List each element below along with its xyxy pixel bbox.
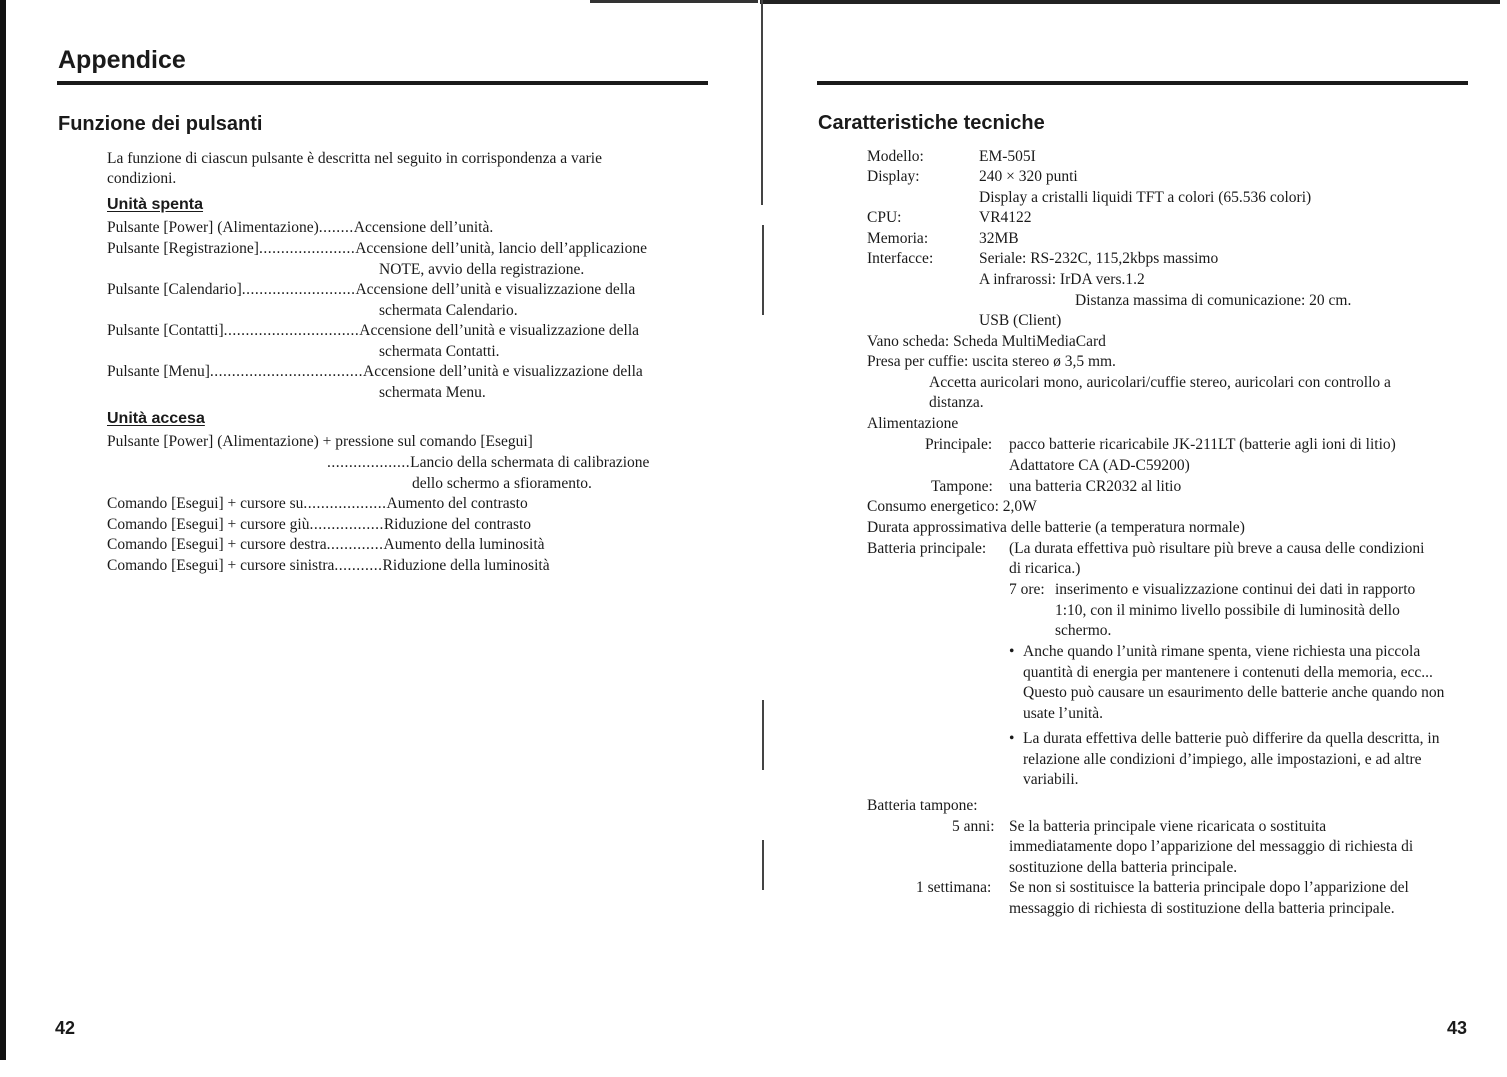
gutter-mark: [761, 0, 763, 205]
combo-key: Comando [Esegui] + cursore sinistra: [107, 557, 335, 574]
gutter-mark: [762, 225, 764, 315]
spec-value: inserimento e visualizzazione continui dei dati in rapporto: [1055, 581, 1416, 598]
spec-label: CPU:: [867, 209, 902, 226]
button-name: Pulsante [Power] (Alimentazione): [107, 219, 319, 236]
leader-dots: ........: [318, 219, 354, 236]
spec-label: Memoria:: [867, 230, 929, 247]
gutter-mark: [762, 840, 764, 890]
leader-dots: .............: [326, 536, 384, 553]
button-name: Pulsante [Menu]: [107, 363, 210, 380]
combo-row: [327, 453, 649, 474]
combo-function-cont: dello schermo a sfioramento.: [412, 475, 592, 492]
spec-alimentazione: Alimentazione: [867, 415, 959, 432]
spec-value: di ricarica.): [1009, 560, 1081, 577]
combo-key: Comando [Esegui] + cursore su: [107, 495, 304, 512]
combo-function: Aumento del contrasto: [386, 495, 528, 512]
right-page-rule: [817, 81, 1468, 85]
leader-dots: ......................: [258, 240, 356, 257]
combo-function: Riduzione del contrasto: [383, 516, 532, 533]
spec-presa-note: Accetta auricolari mono, auricolari/cuffie stereo, auricolari con controllo a: [929, 374, 1391, 391]
spec-label: Tampone:: [931, 478, 993, 495]
leader-dots: ..........................: [241, 281, 356, 298]
button-function: Accensione dell’unità e visualizzazione della: [359, 322, 640, 339]
spec-value: Se la batteria principale viene ricaricata o sostituita: [1009, 818, 1327, 835]
spec-batteria-tampone: Batteria tampone:: [867, 797, 978, 814]
spec-label: 5 anni:: [952, 818, 995, 835]
intro-line: condizioni.: [107, 170, 177, 187]
spec-value: Distanza massima di comunicazione: 20 cm.: [1075, 292, 1352, 309]
spec-presa: Presa per cuffie: uscita stereo ø 3,5 mm.: [867, 353, 1116, 370]
spec-vano: Vano scheda: Scheda MultiMediaCard: [867, 333, 1106, 350]
spec-value: sostituzione della batteria principale.: [1009, 859, 1238, 876]
spec-label: Modello:: [867, 148, 924, 165]
spec-label: Batteria principale:: [867, 540, 987, 557]
bullet-icon: •: [1009, 730, 1015, 747]
spec-value: USB (Client): [979, 312, 1062, 329]
button-function-cont: schermata Contatti.: [379, 343, 500, 360]
button-name: Pulsante [Contatti]: [107, 322, 224, 339]
spec-label: Interfacce:: [867, 250, 934, 267]
gutter-mark: [762, 700, 764, 770]
spec-value: EM-505I: [979, 148, 1036, 165]
button-function: Accensione dell’unità e visualizzazione della: [363, 363, 643, 380]
spec-value: Seriale: RS-232C, 115,2kbps massimo: [979, 250, 1219, 267]
spec-value: A infrarossi: IrDA vers.1.2: [979, 271, 1145, 288]
button-function-cont: schermata Menu.: [379, 384, 486, 401]
bullet-icon: •: [1009, 643, 1015, 660]
button-name: Pulsante [Calendario]: [107, 281, 242, 298]
button-row: [107, 218, 707, 239]
spec-value: messaggio di richiesta di sostituzione della batteria principale.: [1009, 900, 1395, 917]
spec-value: pacco batterie ricaricabile JK-211LT (batterie agli ioni di litio): [1009, 436, 1396, 453]
spec-presa-note: distanza.: [929, 394, 984, 411]
subsection-title-unita-spenta: Unità spenta: [107, 196, 204, 213]
section-title-specs: Caratteristiche tecniche: [818, 112, 1045, 134]
spec-label: 7 ore:: [1009, 581, 1045, 598]
spec-label: 1 settimana:: [916, 879, 992, 896]
button-row: [107, 280, 707, 301]
button-function: Accensione dell’unità e visualizzazione della: [355, 281, 636, 298]
leader-dots: ...............................: [223, 322, 360, 339]
intro-line: La funzione di ciascun pulsante è descritta nel seguito in corrispondenza a varie: [107, 150, 602, 167]
leader-dots: ...................: [327, 454, 411, 471]
combo-key: Pulsante [Power] (Alimentazione) + pressione sul comando [Esegui]: [107, 433, 533, 450]
section-title: Funzione dei pulsanti: [58, 113, 263, 135]
button-function-cont: NOTE, avvio della registrazione.: [379, 261, 585, 278]
combo-row: [107, 535, 707, 556]
button-function: Accensione dell’unità, lancio dell’applicazione: [355, 240, 647, 257]
spec-value: 1:10, con il minimo livello possibile di luminosità dello: [1055, 602, 1400, 619]
binding-edge: [0, 0, 6, 1060]
spec-consumo: Consumo energetico: 2,0W: [867, 498, 1037, 515]
combo-function: Riduzione della luminosità: [382, 557, 550, 574]
spec-value: Se non si sostituisce la batteria principale dopo l’apparizione del: [1009, 879, 1409, 896]
combo-row: [107, 494, 707, 515]
leader-dots: .................: [309, 516, 384, 533]
bullet-text: Anche quando l’unità rimane spenta, viene richiesta una piccola quantità di energia per mantenere i contenuti della memoria, ecc... Questo può causare un esaurimento delle batterie anche quando non usate l’unità.: [1023, 643, 1445, 722]
button-row: [107, 239, 707, 260]
page-number: 42: [55, 1018, 76, 1038]
leader-dots: ...................................: [209, 363, 364, 380]
spec-value: Display a cristalli liquidi TFT a colori (65.536 colori): [979, 189, 1312, 206]
spec-label: Principale:: [925, 436, 993, 453]
combo-key: Comando [Esegui] + cursore destra: [107, 536, 327, 553]
combo-key: Comando [Esegui] + cursore giù: [107, 516, 310, 533]
spec-value: una batteria CR2032 al litio: [1009, 478, 1182, 495]
spec-label: Display:: [867, 168, 920, 185]
button-row: [107, 362, 707, 383]
button-function-cont: schermata Calendario.: [379, 302, 518, 319]
leader-dots: ...........: [334, 557, 383, 574]
top-edge-rule: [590, 0, 758, 3]
combo-function: Lancio della schermata di calibrazione: [410, 454, 650, 471]
spec-value: immediatamente dopo l’apparizione del messaggio di richiesta di: [1009, 838, 1414, 855]
spec-value: schermo.: [1055, 622, 1112, 639]
chapter-rule: [57, 81, 708, 85]
button-row: [107, 321, 707, 342]
spec-durata: Durata approssimativa delle batterie (a temperatura normale): [867, 519, 1245, 536]
spec-value: Adattatore CA (AD-C59200): [1009, 457, 1190, 474]
spec-value: 240 × 320 punti: [979, 168, 1078, 185]
button-name: Pulsante [Registrazione]: [107, 240, 259, 257]
page-number: 43: [1447, 1018, 1468, 1038]
subsection-title-unita-accesa: Unità accesa: [107, 410, 205, 427]
spec-value: VR4122: [979, 209, 1032, 226]
combo-row: [107, 556, 707, 577]
spec-value: (La durata effettiva può risultare più breve a causa delle condizioni: [1009, 540, 1425, 557]
combo-function: Aumento della luminosità: [383, 536, 545, 553]
combo-row: [107, 515, 707, 536]
leader-dots: ...................: [303, 495, 387, 512]
bullet-text: La durata effettiva delle batterie può differire da quella descritta, in relazione alle condizioni d’impiego, alle impostazioni, e ad altre variabili.: [1023, 730, 1440, 789]
chapter-title: Appendice: [58, 46, 186, 74]
top-edge-rule: [760, 0, 1500, 4]
button-function: Accensione dell’unità.: [353, 219, 494, 236]
spec-value: 32MB: [979, 230, 1019, 247]
